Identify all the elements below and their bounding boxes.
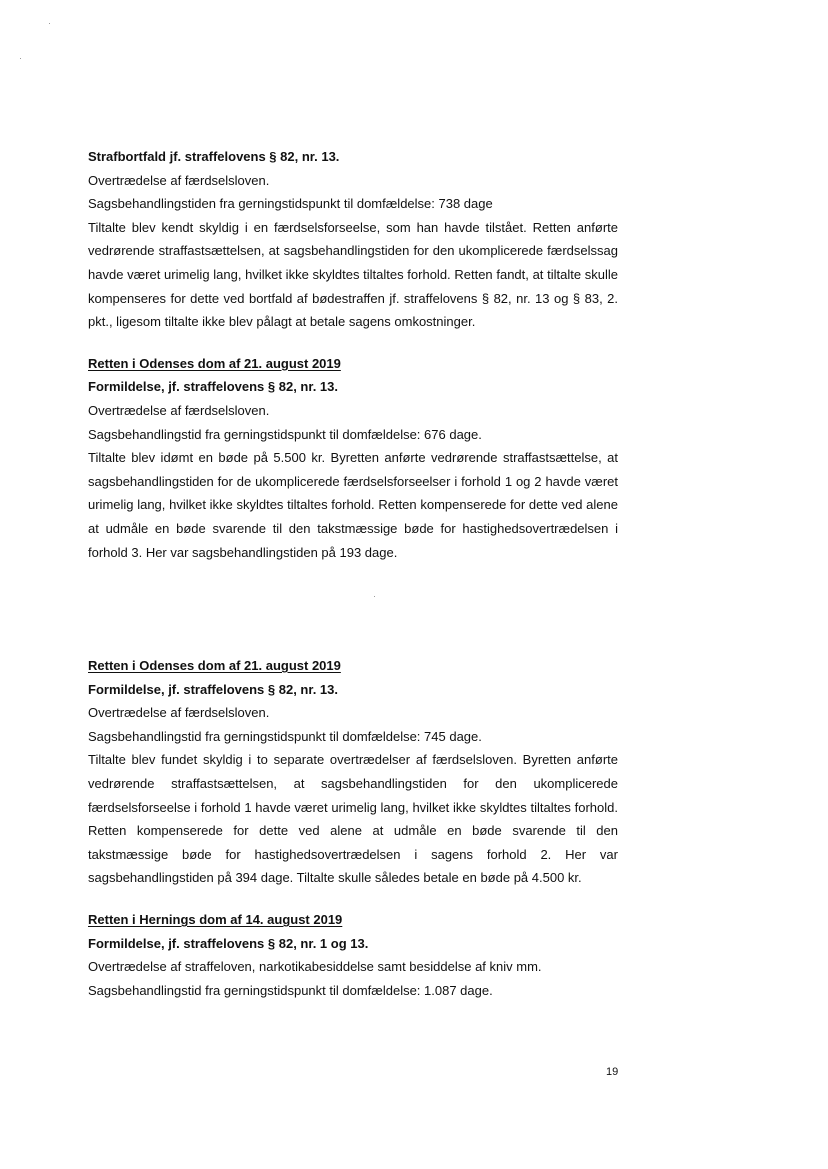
case-offense: Overtrædelse af færdselsloven. (88, 402, 270, 418)
document-page (88, 145, 618, 1002)
case-offense: Overtrædelse af færdselsloven. (88, 172, 270, 188)
case-duration: Sagsbehandlingstid fra gerningstidspunkt til domfældelse: 1.087 dage. (88, 982, 493, 998)
page-number: 19 (606, 1066, 619, 1078)
case-duration: Sagsbehandlingstid fra gerningstidspunkt til domfældelse: 676 dage. (88, 426, 482, 442)
case-offense: Overtrædelse af færdselsloven. (88, 705, 270, 721)
case-section-1 (88, 145, 618, 334)
case-subheading: Formildelse, jf. straffelovens § 82, nr. 13. (88, 681, 338, 697)
case-subheading: Formildelse, jf. straffelovens § 82, nr. 1 og 13. (88, 935, 369, 951)
case-offense: Overtrædelse af straffeloven, narkotikabesiddelse samt besiddelse af kniv mm. (88, 959, 542, 975)
case-section-2 (88, 352, 618, 564)
case-section-3 (88, 654, 618, 890)
case-body: Tiltalte blev kendt skyldig i en færdselsforseelse, som han havde tilstået. Retten anførte vedrørende straffastsættelsen, at sagsbehandlingstiden for den ukomplicerede færdselssag havde været urimelig lang, hvilket ikke skyldtes tiltaltes forhold. Retten fandt, at tiltalte skulle kompenseres for dette ved bortfald af bødestraffen jf. straffelovens § 82, nr. 13 og § 83, 2. pkt., ligesom tiltalte ikke blev pålagt at betale sagens omkostninger. (88, 219, 618, 330)
case-subheading: Strafbortfald jf. straffelovens § 82, nr. 13. (88, 149, 340, 164)
case-body: Tiltalte blev idømt en bøde på 5.500 kr. Byretten anførte vedrørende straffastsættelse, at sagsbehandlingstiden for de ukomplicerede færdselsforseelser i forhold 1 og 2 havde været urimelig lang, hvilket ikke skyldtes tiltaltes forhold. Retten kompenserede for dette ved alene at udmåle en bøde svarende til den takstmæssige bøde for hastighedsovertrædelsen i forhold 3. Her var sagsbehandlingstiden på 193 dage. (88, 450, 618, 560)
case-heading: Retten i Odenses dom af 21. august 2019 (88, 355, 341, 371)
case-section-4 (88, 908, 618, 1002)
case-body: Tiltalte blev fundet skyldig i to separate overtrædelser af færdselsloven. Byretten anførte vedrørende straffastsættelsen, at sagsbehandlingstiden for den ukomplicerede færdselsforseelse i forhold 1 havde været urimelig lang, hvilket ikke skyldtes tiltaltes forhold. Retten kompenserede for dette ved alene at udmåle en bøde svarende til den takstmæssige bøde for hastighedsovertrædelsen i sagens forhold 2. Her var sagsbehandlingstiden på 394 dage. Tiltalte skulle således betale en bøde på 4.500 kr. (88, 752, 618, 886)
scan-speck (20, 58, 21, 59)
case-duration: Sagsbehandlingstid fra gerningstidspunkt til domfældelse: 745 dage. (88, 728, 482, 744)
case-subheading: Formildelse, jf. straffelovens § 82, nr. 13. (88, 379, 338, 395)
scan-speck (49, 23, 50, 24)
case-heading: Retten i Odenses dom af 21. august 2019 (88, 658, 341, 674)
case-heading: Retten i Hernings dom af 14. august 2019 (88, 912, 343, 928)
case-duration: Sagsbehandlingstiden fra gerningstidspunkt til domfældelse: 738 dage (88, 196, 493, 212)
